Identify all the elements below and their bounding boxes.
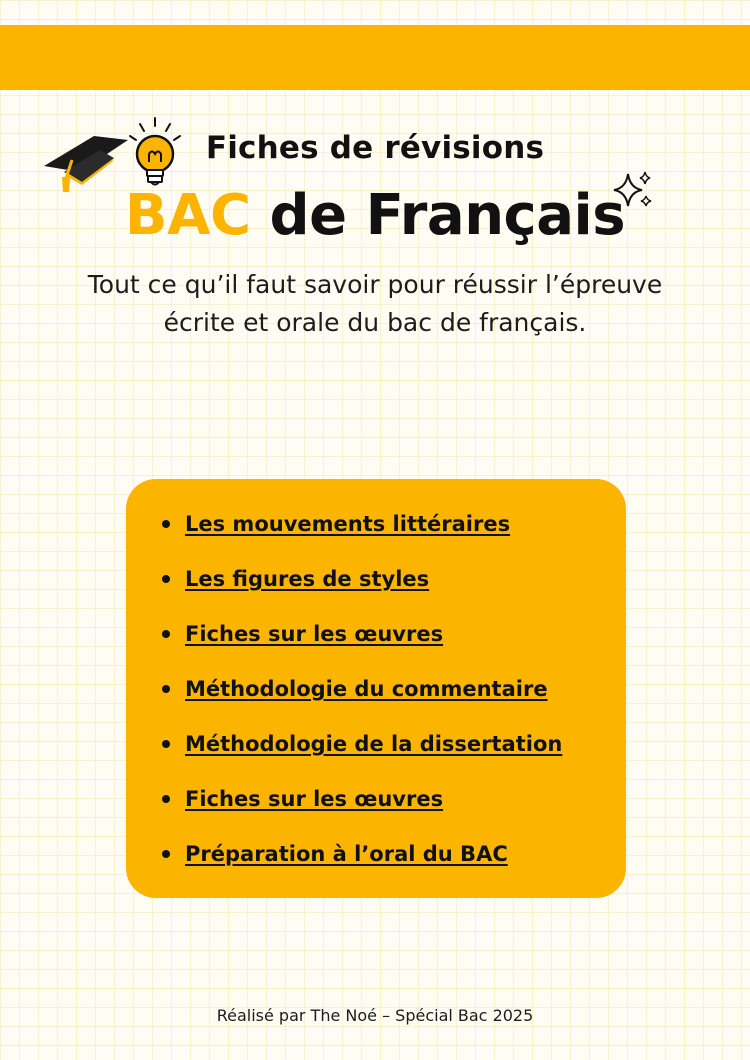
bullet-icon (162, 630, 170, 638)
list-item (162, 725, 612, 780)
bullet-icon (162, 795, 170, 803)
list-item (162, 835, 612, 875)
subtitle-text: Fiches de révisions (205, 130, 545, 166)
list-item (162, 670, 612, 725)
link-methodologie-commentaire[interactable]: Méthodologie du commentaire (185, 677, 548, 701)
link-figures-de-styles[interactable]: Les figures de styles (185, 567, 430, 591)
title-rest: de Français (269, 183, 626, 248)
list-item (162, 615, 612, 670)
page-title (0, 180, 750, 252)
bullet-icon (162, 520, 170, 528)
list-item (162, 780, 612, 835)
bullet-icon (162, 850, 170, 858)
bullet-icon (162, 740, 170, 748)
intro-line-2: écrite et orale du bac de français. (163, 308, 587, 337)
link-preparation-oral[interactable]: Préparation à l’oral du BAC (185, 842, 508, 866)
top-banner (0, 25, 750, 90)
bullet-icon (162, 685, 170, 693)
link-mouvements-litteraires[interactable]: Les mouvements littéraires (185, 512, 511, 536)
link-fiches-oeuvres-2[interactable]: Fiches sur les œuvres (185, 787, 444, 811)
bullet-icon (162, 575, 170, 583)
page-subtitle (0, 130, 750, 166)
title-accent: BAC (124, 183, 251, 248)
topics-list (162, 505, 612, 875)
topics-card (126, 479, 626, 898)
intro-paragraph (40, 266, 710, 342)
intro-line-1: Tout ce qu’il faut savoir pour réussir l’épreuve (87, 270, 663, 299)
list-item (162, 505, 612, 560)
link-fiches-oeuvres[interactable]: Fiches sur les œuvres (185, 622, 444, 646)
link-methodologie-dissertation[interactable]: Méthodologie de la dissertation (185, 732, 563, 756)
footer-credit: Réalisé par The Noé – Spécial Bac 2025 (216, 1006, 534, 1025)
list-item (162, 560, 612, 615)
